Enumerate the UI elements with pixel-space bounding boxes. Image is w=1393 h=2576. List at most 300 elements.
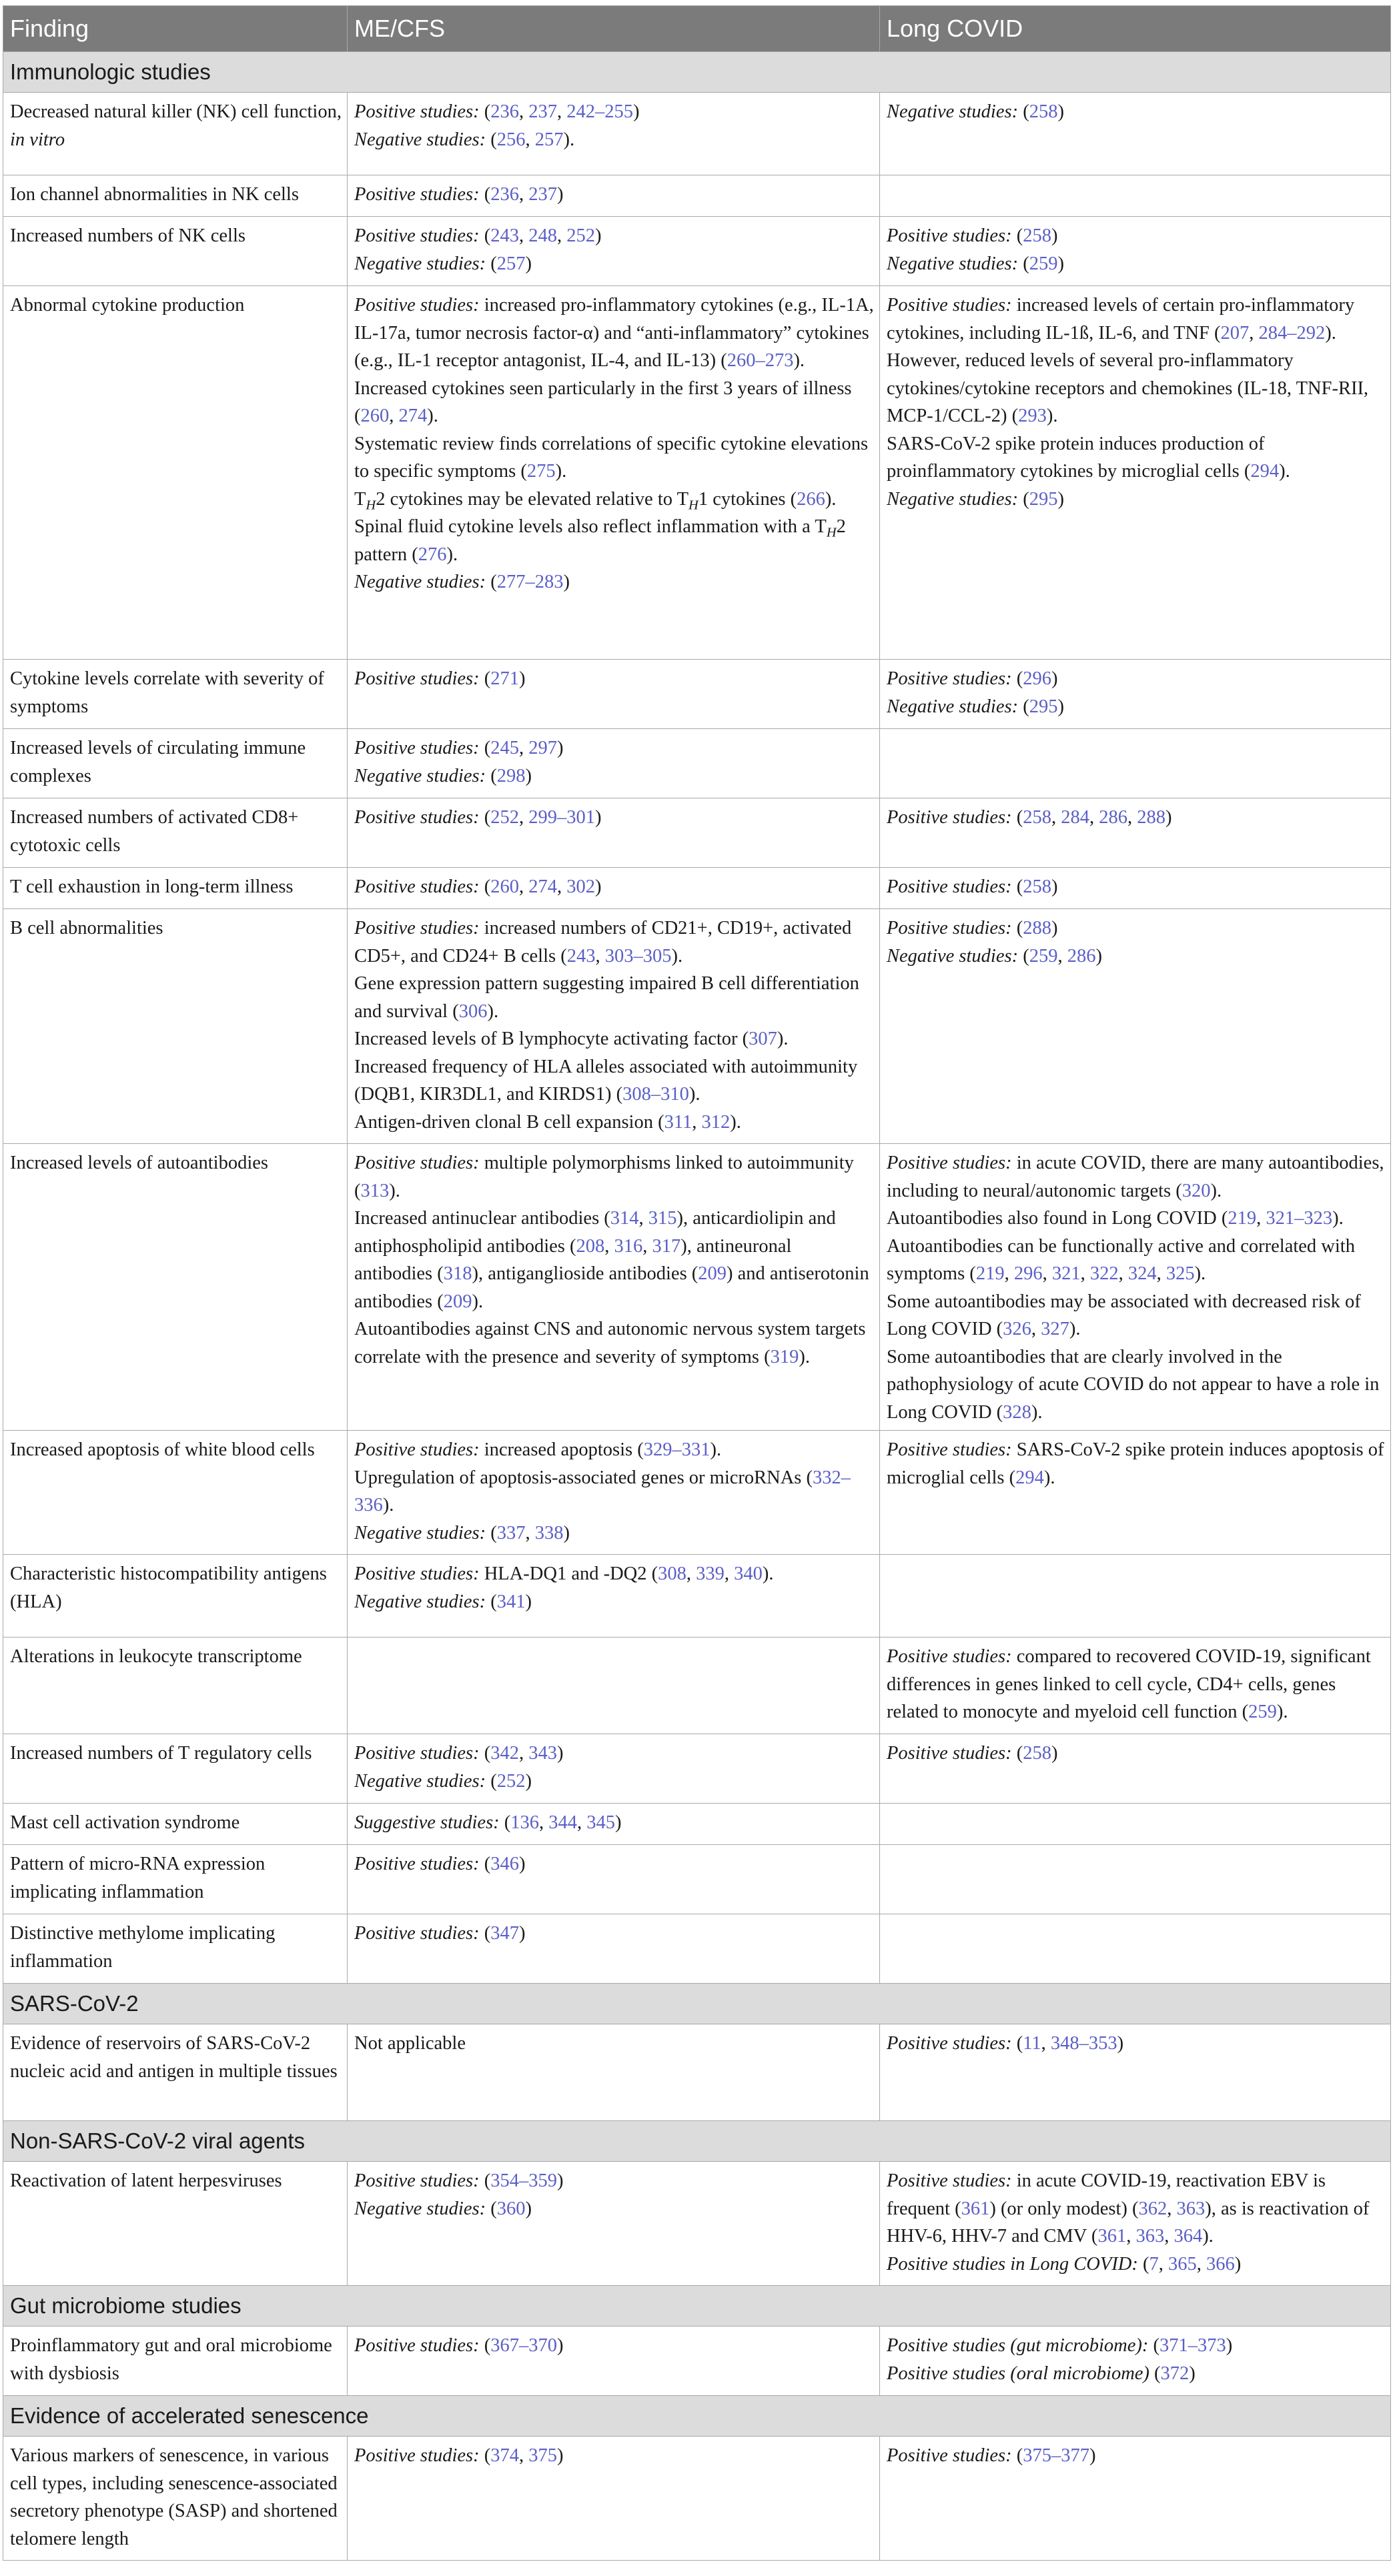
cell-line [10, 1809, 342, 1837]
reference-link[interactable]: 252 [566, 225, 595, 246]
cell-line [354, 1109, 874, 1137]
reference-link[interactable]: 321–323 [1266, 1208, 1333, 1229]
reference-link[interactable]: 319 [770, 1346, 799, 1367]
finding-cell [3, 660, 348, 729]
reference-link[interactable]: 316 [614, 1235, 643, 1257]
text-run: ( [479, 1923, 491, 1944]
reference-link[interactable]: 275 [526, 461, 556, 482]
reference-link[interactable]: 303–305 [604, 945, 672, 967]
cell-line [887, 250, 1385, 278]
reference-link[interactable]: 328 [1003, 1401, 1031, 1423]
text-run: ( [479, 668, 491, 689]
text-run: SARS-CoV-2 spike protein induces production of proinflammatory cytokines by microglial cells ( [887, 433, 1265, 482]
text-run: , [1118, 1263, 1128, 1284]
reference-link[interactable]: 7 [1149, 2253, 1159, 2275]
mecfs-cell [348, 2024, 880, 2121]
reference-link[interactable]: 367–370 [490, 2335, 557, 2356]
finding-cell [3, 1638, 348, 1734]
study-label: Positive studies: [354, 668, 480, 689]
reference-link[interactable]: 322 [1089, 1263, 1119, 1284]
cell-line [354, 1436, 874, 1464]
reference-link[interactable]: 307 [749, 1029, 777, 1049]
text-run: Gene expression pattern suggesting impaired B cell differentiation and survival ( [354, 973, 859, 1022]
study-label: Negative studies: [887, 945, 1019, 967]
reference-link[interactable]: 308 [658, 1563, 686, 1584]
mecfs-cell [348, 660, 880, 729]
reference-link[interactable]: 286 [1067, 945, 1096, 967]
reference-link[interactable]: 302 [566, 876, 595, 897]
reference-link[interactable]: 237 [528, 101, 557, 122]
text-run: ). [1279, 461, 1290, 482]
cell-line [10, 181, 342, 209]
long-covid-cell [880, 1804, 1391, 1845]
header-mecfs: ME/CFS [348, 6, 880, 52]
reference-link[interactable]: 208 [576, 1235, 605, 1257]
mecfs-cell [348, 1804, 880, 1845]
reference-link[interactable]: 296 [1013, 1263, 1043, 1284]
reference-link[interactable]: 242–255 [566, 101, 633, 122]
reference-link[interactable]: 298 [496, 765, 526, 786]
text-run: ). [688, 1084, 701, 1105]
text-run: ) [556, 1743, 564, 1764]
reference-link[interactable]: 297 [528, 738, 557, 758]
reference-link[interactable]: 207 [1220, 322, 1250, 344]
long-covid-cell [880, 1144, 1391, 1431]
cell-line [887, 1343, 1385, 1427]
cell-line [354, 2332, 874, 2360]
text-run: Autoantibodies can be functionally active and correlated with symptoms ( [887, 1235, 1355, 1284]
reference-link[interactable]: 258 [1023, 1743, 1051, 1764]
reference-link[interactable]: 136 [510, 1812, 540, 1833]
finding-cell [3, 729, 348, 798]
text-run: ) [1095, 945, 1102, 967]
section-title: Gut microbiome studies [3, 2286, 1391, 2327]
reference-link[interactable]: 361 [1097, 2226, 1127, 2246]
study-label: in vitro [10, 129, 65, 150]
reference-link[interactable]: 288 [1137, 807, 1166, 828]
table-header [3, 6, 1391, 52]
cell-line [10, 2167, 342, 2195]
cell-line [10, 222, 342, 250]
text-run: ) [518, 668, 526, 689]
reference-link[interactable]: 299–301 [528, 807, 595, 828]
reference-link[interactable]: 284–292 [1258, 322, 1326, 344]
study-label: Negative studies: [887, 488, 1019, 510]
text-run: , [1089, 807, 1099, 828]
cell-line [887, 2250, 1385, 2279]
subscript: H [366, 498, 376, 513]
reference-link[interactable]: 277–283 [496, 572, 564, 592]
text-run: ) [556, 2445, 564, 2466]
reference-link[interactable]: 342 [490, 1743, 519, 1764]
reference-link[interactable]: 295 [1029, 488, 1058, 510]
reference-link[interactable]: 295 [1029, 696, 1058, 717]
text-run: , [642, 1235, 652, 1257]
study-label: Positive studies: [887, 2445, 1012, 2466]
table-row [3, 1914, 1391, 1984]
cell-line [354, 2030, 874, 2058]
text-run: , [638, 1208, 648, 1229]
text-run: ). [1031, 1401, 1043, 1423]
reference-link[interactable]: 245 [490, 738, 519, 758]
cell-line [887, 1643, 1385, 1726]
text-run: Increased levels of B lymphocyte activating factor ( [354, 1029, 749, 1049]
reference-link[interactable]: 260 [490, 876, 519, 897]
long-covid-cell [880, 1845, 1391, 1914]
text-run: Mast cell activation syndrome [10, 1812, 240, 1833]
reference-link[interactable]: 243 [566, 945, 596, 967]
long-covid-cell [880, 729, 1391, 798]
table-row [3, 729, 1391, 798]
text-run: ( [479, 225, 491, 246]
study-label: Negative studies: [887, 696, 1019, 717]
section-row [3, 2286, 1391, 2327]
text-run: ), anticardiolipin and antiphospholipid antibodies ( [354, 1208, 836, 1257]
cell-line [10, 1740, 342, 1768]
text-run: , [518, 876, 529, 897]
text-run: ( [486, 253, 497, 274]
text-run: ( [1018, 945, 1029, 967]
reference-link[interactable]: 257 [496, 253, 526, 274]
reference-link[interactable]: 374 [490, 2445, 519, 2466]
cell-line [887, 914, 1385, 942]
table-row [3, 2327, 1391, 2396]
reference-link[interactable]: 313 [360, 1180, 390, 1201]
reference-link[interactable]: 248 [528, 225, 557, 246]
cell-line [354, 1205, 874, 1315]
reference-link[interactable]: 338 [534, 1522, 564, 1543]
cell-line [354, 1149, 874, 1205]
text-run: ( [486, 572, 497, 592]
reference-link[interactable]: 321 [1051, 1263, 1081, 1284]
reference-link[interactable]: 366 [1206, 2253, 1235, 2275]
text-run: ). [1325, 322, 1336, 344]
table-row [3, 868, 1391, 909]
text-run: , [556, 101, 567, 122]
mecfs-cell [348, 729, 880, 798]
reference-link[interactable]: 363 [1135, 2226, 1165, 2246]
reference-link[interactable]: 293 [1018, 406, 1047, 426]
cell-line [10, 1560, 342, 1616]
text-run: ) [1089, 2445, 1096, 2466]
text-run: ) [525, 1591, 532, 1612]
text-run: , [556, 876, 567, 897]
text-run: Evidence of reservoirs of SARS-CoV-2 nucleic acid and antigen in multiple tissues [10, 2033, 338, 2082]
reference-link[interactable]: 219 [975, 1263, 1005, 1284]
text-run: Increased levels of circulating immune complexes [10, 738, 306, 786]
reference-link[interactable]: 11 [1023, 2033, 1041, 2054]
cell-line [10, 1643, 342, 1671]
text-run: ) [525, 765, 532, 786]
long-covid-cell [880, 2024, 1391, 2121]
cell-line [887, 486, 1385, 514]
reference-link[interactable]: 257 [534, 129, 564, 150]
reference-link[interactable]: 375–377 [1023, 2445, 1089, 2466]
reference-link[interactable]: 345 [586, 1812, 616, 1833]
text-run: Increased numbers of activated CD8+ cytotoxic cells [10, 807, 299, 856]
reference-link[interactable]: 375 [528, 2445, 557, 2466]
cell-line [354, 1588, 874, 1616]
reference-link[interactable]: 326 [1003, 1319, 1031, 1339]
study-label: Negative studies: [354, 1522, 486, 1543]
reference-link[interactable]: 274 [398, 406, 428, 426]
text-run: Abnormal cytokine production [10, 295, 245, 315]
text-run: Not applicable [354, 2033, 466, 2054]
reference-link[interactable]: 362 [1138, 2198, 1168, 2219]
mecfs-cell [348, 1734, 880, 1804]
long-covid-cell [880, 909, 1391, 1144]
reference-link[interactable]: 274 [528, 876, 557, 897]
text-run: ) [556, 2335, 564, 2356]
study-label: Positive studies: [354, 1854, 480, 1874]
reference-link[interactable]: 286 [1099, 807, 1127, 828]
reference-link[interactable]: 306 [458, 1001, 488, 1022]
reference-link[interactable]: 371–373 [1159, 2335, 1226, 2356]
reference-link[interactable]: 320 [1182, 1180, 1211, 1201]
reference-link[interactable]: 258 [1029, 101, 1058, 122]
study-label: Positive studies: [887, 2170, 1012, 2191]
reference-link[interactable]: 288 [1023, 918, 1051, 938]
text-run: ). [389, 1180, 400, 1201]
mecfs-cell [348, 909, 880, 1144]
reference-link[interactable]: 258 [1023, 876, 1051, 897]
study-label: Positive studies: [887, 1439, 1012, 1460]
cell-line [887, 1436, 1385, 1491]
study-label: Negative studies: [354, 765, 486, 786]
text-run: ( [479, 1743, 491, 1764]
study-label: Positive studies: [354, 101, 480, 122]
reference-link[interactable]: 325 [1166, 1263, 1195, 1284]
reference-link[interactable]: 209 [698, 1263, 727, 1284]
reference-link[interactable]: 327 [1041, 1319, 1069, 1339]
study-label: Positive studies: [887, 876, 1012, 897]
text-run: ) [594, 225, 602, 246]
table-row [3, 93, 1391, 175]
text-run: Upregulation of apoptosis-associated genes or microRNAs ( [354, 1467, 813, 1488]
reference-link[interactable]: 308–310 [622, 1084, 689, 1105]
text-run: , [1167, 2198, 1177, 2219]
reference-link[interactable]: 258 [1023, 807, 1051, 828]
study-label: Negative studies: [887, 101, 1019, 122]
reference-link[interactable]: 314 [610, 1208, 639, 1229]
study-label: Positive studies: [354, 1563, 480, 1584]
cell-line [10, 734, 342, 790]
text-run: ) [556, 2170, 564, 2191]
reference-link[interactable]: 259 [1248, 1702, 1277, 1722]
study-label: Positive studies: [887, 1743, 1012, 1764]
text-run: , [518, 807, 529, 828]
study-label: Positive studies (oral microbiome) [887, 2363, 1149, 2384]
text-run: ) [594, 876, 602, 897]
reference-link[interactable]: 258 [1023, 225, 1051, 246]
cell-line [887, 2332, 1385, 2360]
reference-link[interactable]: 315 [648, 1208, 677, 1229]
reference-link[interactable]: 276 [418, 544, 447, 565]
text-run: , [1156, 1263, 1166, 1284]
reference-link[interactable]: 347 [490, 1923, 519, 1944]
reference-link[interactable]: 346 [490, 1854, 519, 1874]
text-run: Autoantibodies also found in Long COVID ( [887, 1208, 1228, 1229]
reference-link[interactable]: 259 [1029, 945, 1058, 967]
text-run: 2 pattern ( [354, 516, 846, 565]
reference-link[interactable]: 266 [797, 488, 825, 510]
reference-link[interactable]: 324 [1127, 1263, 1157, 1284]
text-run: ). [799, 1346, 810, 1367]
text-run: ). [472, 1291, 484, 1312]
mecfs-cell [348, 175, 880, 217]
subscript: H [826, 525, 837, 540]
text-run: increased numbers of CD21+, CD19+, activated CD5+, and CD24+ B cells ( [354, 918, 852, 967]
finding-cell [3, 175, 348, 217]
text-run: Increased cytokines seen particularly in the first 3 years of illness ( [354, 378, 852, 426]
cell-line [354, 1560, 874, 1588]
reference-link[interactable]: 332–336 [354, 1467, 851, 1515]
text-run: ). [1069, 1319, 1081, 1339]
text-run: ) [1057, 488, 1064, 510]
text-run: , [1051, 807, 1061, 828]
reference-link[interactable]: 296 [1023, 668, 1051, 689]
reference-link[interactable]: 339 [696, 1563, 725, 1584]
reference-link[interactable]: 243 [490, 225, 519, 246]
reference-link[interactable]: 209 [443, 1291, 472, 1312]
reference-link[interactable]: 354–359 [490, 2170, 557, 2191]
finding-cell [3, 909, 348, 1144]
text-run: Decreased natural killer (NK) cell function, [10, 101, 342, 122]
text-run: ( [479, 2170, 491, 2191]
reference-link[interactable]: 317 [652, 1235, 681, 1257]
text-run: , [1127, 807, 1137, 828]
cell-line [354, 2167, 874, 2195]
cell-line [354, 914, 874, 970]
cell-line [354, 222, 874, 250]
reference-link[interactable]: 219 [1228, 1208, 1257, 1229]
text-run: ( [486, 129, 497, 150]
text-run: ( [479, 807, 491, 828]
text-run: ( [1018, 488, 1029, 510]
reference-link[interactable]: 260 [360, 406, 390, 426]
text-run: Increased numbers of T regulatory cells [10, 1743, 312, 1764]
reference-link[interactable]: 341 [496, 1591, 526, 1612]
reference-link[interactable]: 236 [490, 101, 519, 122]
study-label: Negative studies: [354, 129, 486, 150]
text-run: , [577, 1812, 587, 1833]
reference-link[interactable]: 256 [496, 129, 526, 150]
section-title: Immunologic studies [3, 52, 1391, 93]
text-run: multiple polymorphisms linked to autoimmunity ( [354, 1153, 854, 1201]
text-run: , [1004, 1263, 1014, 1284]
study-label: Positive studies: [354, 2335, 480, 2356]
cell-line [354, 970, 874, 1025]
reference-link[interactable]: 236 [490, 184, 519, 205]
text-run: Reactivation of latent herpesviruses [10, 2170, 282, 2191]
reference-link[interactable]: 365 [1168, 2253, 1197, 2275]
text-run: Increased antinuclear antibodies ( [354, 1208, 610, 1229]
study-label: Positive studies: [354, 807, 480, 828]
text-run: ) [1051, 225, 1058, 246]
cell-line [354, 1809, 874, 1837]
mecfs-cell [348, 868, 880, 909]
reference-link[interactable]: 360 [496, 2198, 526, 2219]
reference-link[interactable]: 363 [1176, 2198, 1206, 2219]
reference-link[interactable]: 252 [490, 807, 519, 828]
table-row [3, 1555, 1391, 1638]
text-run: ) [1051, 668, 1058, 689]
reference-link[interactable]: 311 [664, 1111, 692, 1133]
mecfs-cell [348, 1431, 880, 1555]
text-run: compared to recovered COVID-19, significant differences in genes linked to cell cycle, CD4+ cells, genes related to monocyte and myeloid cell function ( [887, 1646, 1371, 1722]
text-run: ) [563, 572, 570, 592]
text-run: ( [1148, 2335, 1159, 2356]
text-run: Spinal fluid cytokine levels also reflect inflammation with a T [354, 516, 827, 537]
text-run: ) [556, 738, 564, 758]
reference-link[interactable]: 252 [496, 1770, 526, 1792]
text-run: ( [479, 2335, 491, 2356]
reference-link[interactable]: 348–353 [1050, 2033, 1117, 2054]
cell-line [354, 1768, 874, 1796]
text-run: ) [594, 807, 602, 828]
text-run: ), antineuronal antibodies ( [354, 1235, 792, 1284]
text-run: ( [1011, 918, 1023, 938]
reference-link[interactable]: 237 [528, 184, 557, 205]
cell-line [887, 665, 1385, 693]
reference-link[interactable]: 284 [1061, 807, 1089, 828]
reference-link[interactable]: 260–273 [727, 350, 794, 371]
text-run: , [1196, 2253, 1206, 2275]
text-run: B cell abnormalities [10, 918, 163, 938]
reference-link[interactable]: 329–331 [643, 1439, 711, 1460]
long-covid-cell [880, 217, 1391, 286]
text-run: Some autoantibodies that are clearly involved in the pathophysiology of acute COVID do not appear to have a role in Long COVID ( [887, 1346, 1380, 1423]
reference-link[interactable]: 259 [1029, 253, 1058, 274]
text-run: ), antiganglioside antibodies ( [472, 1263, 699, 1284]
long-covid-cell [880, 2162, 1391, 2286]
text-run: ( [1137, 2253, 1149, 2275]
reference-link[interactable]: 318 [443, 1263, 472, 1284]
cell-line [354, 2195, 874, 2223]
finding-cell [3, 2162, 348, 2286]
reference-link[interactable]: 340 [734, 1563, 763, 1584]
reference-link[interactable]: 337 [496, 1522, 526, 1543]
reference-link[interactable]: 271 [490, 668, 519, 689]
mecfs-cell [348, 1638, 880, 1734]
reference-link[interactable]: 364 [1174, 2226, 1203, 2246]
mecfs-cell [348, 1914, 880, 1984]
cell-line [887, 1740, 1385, 1768]
cell-line [354, 1053, 874, 1109]
text-run: T [354, 488, 366, 510]
study-label: Positive studies: [354, 2170, 480, 2191]
reference-link[interactable]: 361 [961, 2198, 990, 2219]
long-covid-cell [880, 1734, 1391, 1804]
reference-link[interactable]: 294 [1250, 461, 1280, 482]
reference-link[interactable]: 372 [1160, 2363, 1190, 2384]
text-run: ( [499, 1812, 511, 1833]
text-run: ( [1011, 2445, 1023, 2466]
text-run: , [686, 1563, 696, 1584]
text-run: Increased frequency of HLA alleles associated with autoimmunity (DQB1, KIR3DL1, and KIRDS1) ( [354, 1056, 858, 1105]
text-run: increased levels of certain pro-inflammatory cytokines, including IL-1ß, IL-6, and TNF ( [887, 295, 1355, 344]
finding-cell [3, 1804, 348, 1845]
table-row [3, 1431, 1391, 1555]
reference-link[interactable]: 294 [1015, 1467, 1044, 1488]
cell-line [887, 98, 1385, 126]
reference-link[interactable]: 312 [701, 1111, 731, 1133]
reference-link[interactable]: 344 [548, 1812, 578, 1833]
study-label: Positive studies: [354, 1439, 480, 1460]
reference-link[interactable]: 343 [528, 1743, 557, 1764]
study-label: Positive studies: [354, 876, 480, 897]
cell-line [354, 126, 874, 154]
